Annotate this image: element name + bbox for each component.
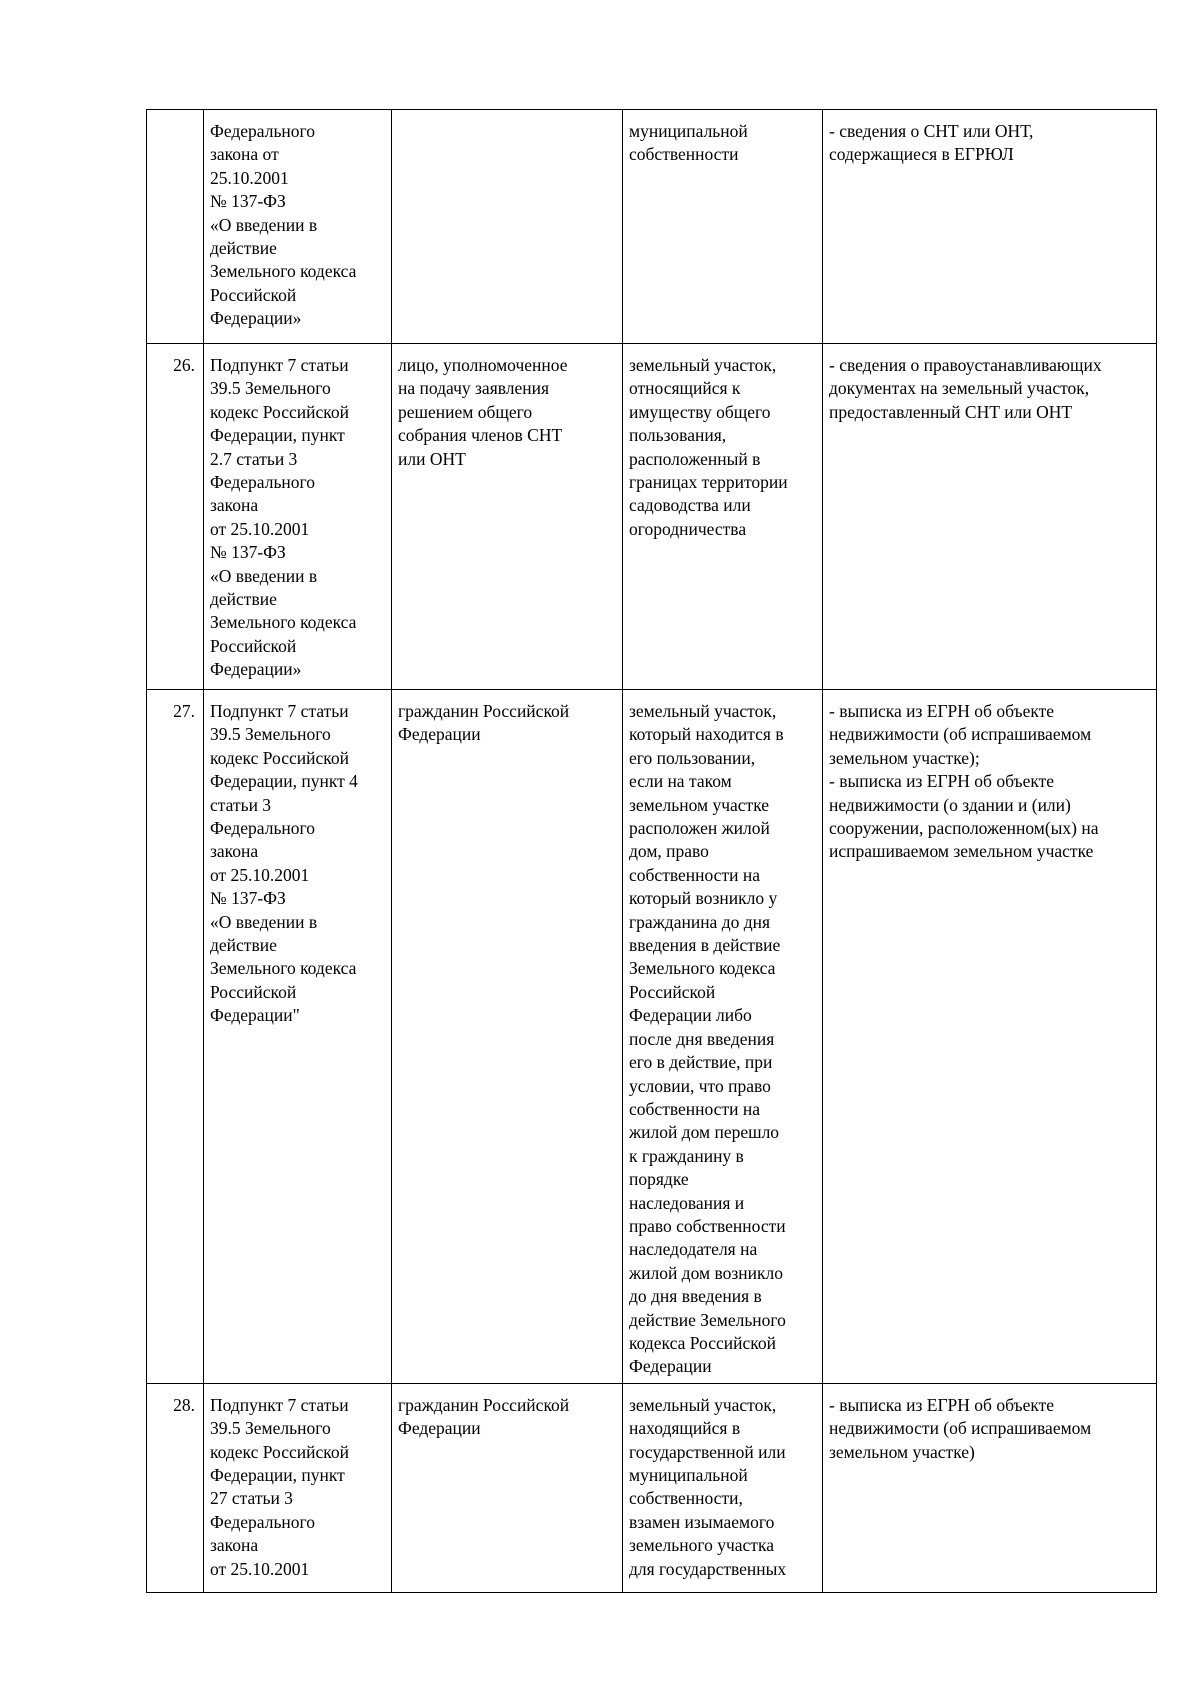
row-number-cell: 27.: [147, 690, 204, 1384]
legal-basis-cell: Подпункт 7 статьи 39.5 Земельного кодекс Российской Федерации, пункт 4 статьи 3 Федерального закона от 25.10.2001 № 137-ФЗ «О введении в действие Земельного кодекса Российской Федерации": [204, 690, 392, 1384]
legal-basis-cell: Федерального закона от 25.10.2001 № 137-ФЗ «О введении в действие Земельного кодекса Российской Федерации»: [204, 110, 392, 344]
row-number-cell: 26.: [147, 344, 204, 690]
land-plot-cell: земельный участок, относящийся к имуществу общего пользования, расположенный в границах территории садоводства или огородничества: [623, 344, 823, 690]
documents-cell: - сведения о правоустанавливающих документах на земельный участок, предоставленный СНТ или ОНТ: [823, 344, 1157, 690]
table-row: [147, 690, 1157, 1384]
documents-cell: - сведения о СНТ или ОНТ, содержащиеся в ЕГРЮЛ: [823, 110, 1157, 344]
land-plot-cell: муниципальной собственности: [623, 110, 823, 344]
applicant-cell: гражданин Российской Федерации: [392, 1383, 623, 1592]
land-provision-table: [146, 109, 1157, 1593]
land-plot-cell: земельный участок, который находится в его пользовании, если на таком земельном участке расположен жилой дом, право собственности на который возникло у гражданина до дня введения в действие Земельного кодекса Российской Федерации либо после дня введения его в действие, при условии, что право собственности на жилой дом перешло к гражданину в порядке наследования и право собственности наследодателя на жилой дом возникло до дня введения в действие Земельного кодекса Российской Федерации: [623, 690, 823, 1384]
table-row: [147, 344, 1157, 690]
applicant-cell: [392, 110, 623, 344]
legal-basis-cell: Подпункт 7 статьи 39.5 Земельного кодекс Российской Федерации, пункт 27 статьи 3 Федерального закона от 25.10.2001: [204, 1383, 392, 1592]
legal-basis-cell: Подпункт 7 статьи 39.5 Земельного кодекс Российской Федерации, пункт 2.7 статьи 3 Федерального закона от 25.10.2001 № 137-ФЗ «О введении в действие Земельного кодекса Российской Федерации»: [204, 344, 392, 690]
table-row: [147, 1383, 1157, 1592]
land-plot-cell: земельный участок, находящийся в государственной или муниципальной собственности, взамен изымаемого земельного участка для государственных: [623, 1383, 823, 1592]
applicant-cell: лицо, уполномоченное на подачу заявления решением общего собрания членов СНТ или ОНТ: [392, 344, 623, 690]
applicant-cell: гражданин Российской Федерации: [392, 690, 623, 1384]
row-number-cell: 28.: [147, 1383, 204, 1592]
documents-cell: - выписка из ЕГРН об объекте недвижимости (об испрашиваемом земельном участке); - выписка из ЕГРН об объекте недвижимости (о здании и (или) сооружении, расположенном(ых) на испрашиваемом земельном участке: [823, 690, 1157, 1384]
table-row: [147, 110, 1157, 344]
row-number-cell: [147, 110, 204, 344]
documents-cell: - выписка из ЕГРН об объекте недвижимости (об испрашиваемом земельном участке): [823, 1383, 1157, 1592]
